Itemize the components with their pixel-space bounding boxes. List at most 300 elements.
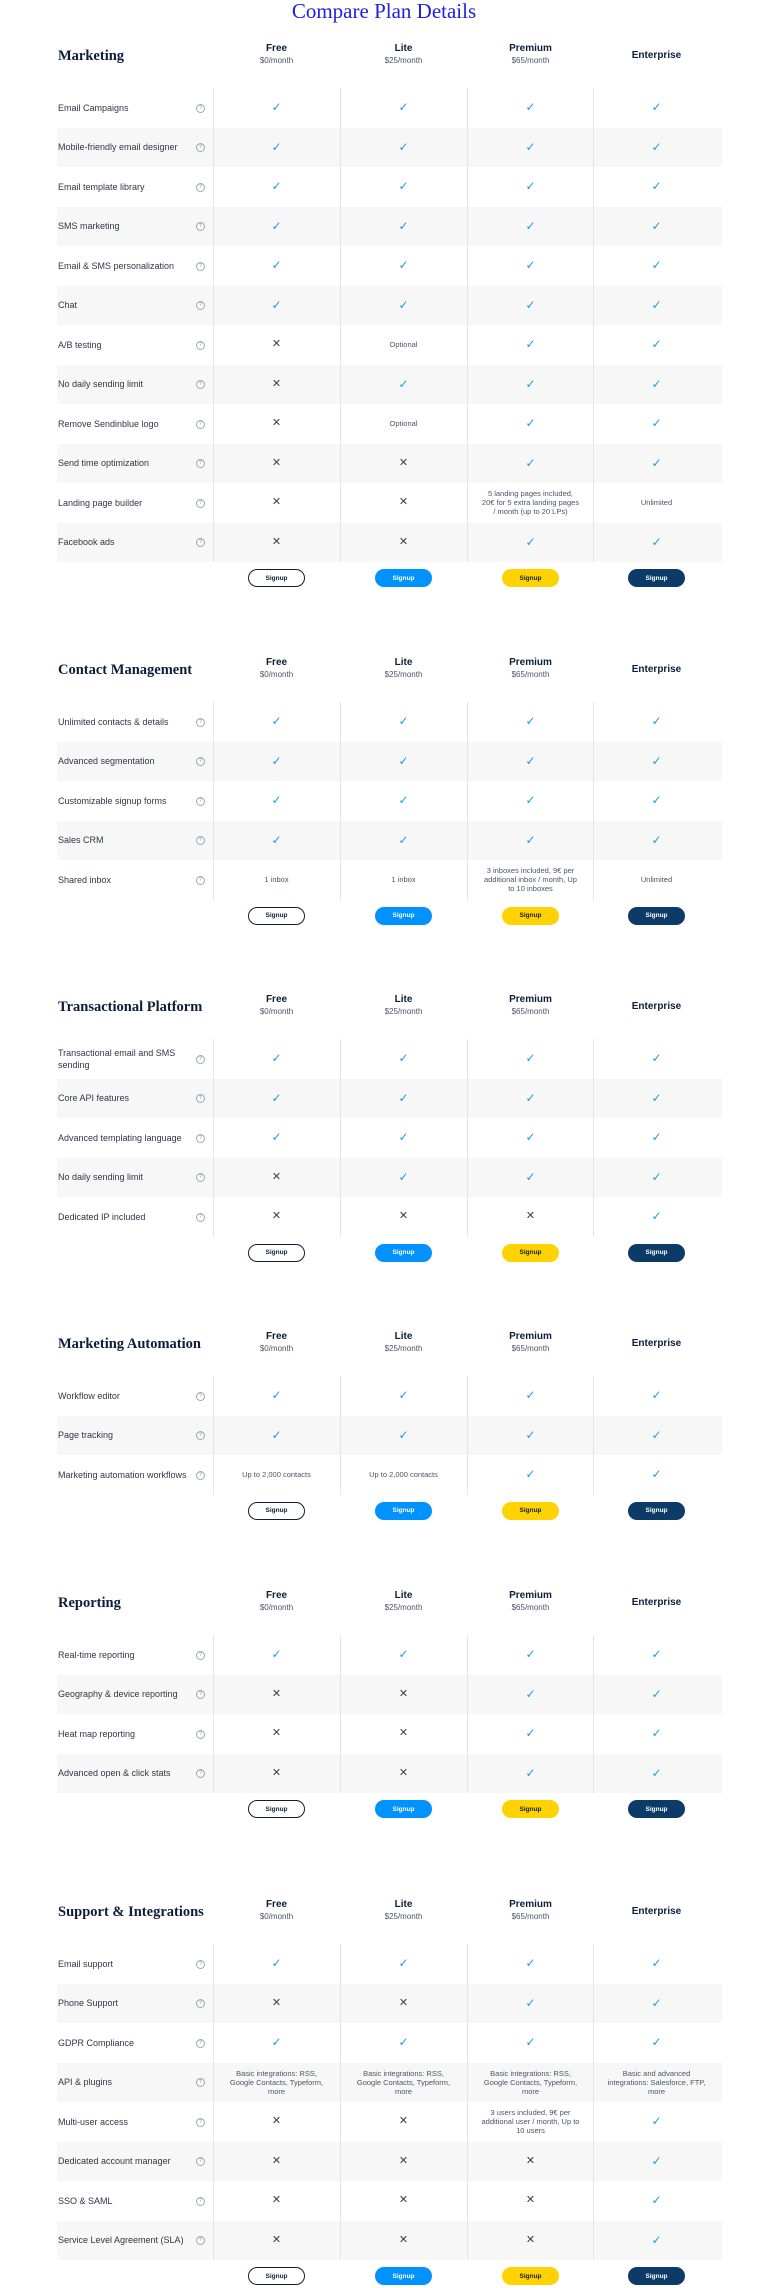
value-text: Up to 2,000 contacts xyxy=(242,1470,311,1480)
feature-table xyxy=(57,1376,722,1495)
column-divider xyxy=(213,702,214,900)
cross-icon: ✕ xyxy=(398,2115,409,2128)
check-icon: ✓ xyxy=(651,2114,662,2129)
check-icon: ✓ xyxy=(651,1726,662,1741)
table-row xyxy=(57,404,722,444)
column-divider xyxy=(340,702,341,900)
check-icon: ✓ xyxy=(525,534,536,549)
table-row xyxy=(57,325,722,365)
signup-button-premium[interactable]: Signup xyxy=(502,1502,559,1520)
info-icon[interactable]: ? xyxy=(196,262,205,271)
feature-name: Unlimited contacts & details xyxy=(58,716,169,727)
check-icon: ✓ xyxy=(525,218,536,233)
cross-icon: ✕ xyxy=(398,2154,409,2167)
cross-icon: ✕ xyxy=(271,2194,282,2207)
column-divider xyxy=(467,88,468,562)
info-icon[interactable]: ? xyxy=(196,459,205,468)
cross-icon: ✕ xyxy=(271,1766,282,1779)
value-text: 3 users included, 9€ per additional user / month, Up to 10 users xyxy=(481,2108,580,2136)
check-icon: ✓ xyxy=(651,1209,662,1224)
plan-header-premium xyxy=(467,657,594,680)
info-icon[interactable]: ? xyxy=(196,1690,205,1699)
column-divider xyxy=(213,1944,214,2260)
check-icon: ✓ xyxy=(271,1647,282,1662)
column-divider xyxy=(467,1376,468,1495)
check-icon: ✓ xyxy=(651,1765,662,1780)
info-icon[interactable]: ? xyxy=(196,836,205,845)
check-icon: ✓ xyxy=(398,218,409,233)
column-divider xyxy=(213,1376,214,1495)
plan-price: $0/month xyxy=(259,670,294,679)
section-transactional-platform xyxy=(57,983,722,1265)
cross-icon: ✕ xyxy=(271,338,282,351)
info-icon[interactable]: ? xyxy=(196,420,205,429)
feature-name: Customizable signup forms xyxy=(58,795,167,806)
signup-button-enterprise[interactable]: Signup xyxy=(628,1800,685,1818)
plan-name: Enterprise xyxy=(631,50,682,61)
feature-name: Transactional email and SMS sending xyxy=(58,1047,176,1070)
signup-button-free[interactable]: Signup xyxy=(248,1244,305,1262)
table-row xyxy=(57,860,722,900)
column-divider xyxy=(213,1635,214,1793)
table-row xyxy=(57,1635,722,1675)
plan-name: Premium xyxy=(509,994,552,1005)
cross-icon: ✕ xyxy=(271,377,282,390)
section-title: Marketing xyxy=(58,48,125,64)
column-divider xyxy=(593,88,594,562)
table-row xyxy=(57,742,722,782)
check-icon: ✓ xyxy=(525,1388,536,1403)
plan-header-free xyxy=(213,1899,340,1922)
check-icon: ✓ xyxy=(525,258,536,273)
check-icon: ✓ xyxy=(651,2193,662,2208)
signup-button-premium[interactable]: Signup xyxy=(502,1244,559,1262)
info-icon[interactable]: ? xyxy=(196,1769,205,1778)
check-icon: ✓ xyxy=(525,376,536,391)
table-row xyxy=(57,1079,722,1119)
signup-button-lite[interactable]: Signup xyxy=(375,1244,432,1262)
plan-price: $0/month xyxy=(259,1344,294,1353)
signup-button-enterprise[interactable]: Signup xyxy=(628,569,685,587)
plan-name: Lite xyxy=(394,43,413,54)
feature-name: No daily sending limit xyxy=(58,1172,144,1183)
plan-name: Enterprise xyxy=(631,1906,682,1917)
info-icon[interactable]: ? xyxy=(196,797,205,806)
signup-button-premium[interactable]: Signup xyxy=(502,569,559,587)
table-row xyxy=(57,1754,722,1794)
plan-price: $25/month xyxy=(384,1912,423,1921)
check-icon: ✓ xyxy=(398,258,409,273)
table-row xyxy=(57,1118,722,1158)
info-icon[interactable]: ? xyxy=(196,876,205,885)
info-icon[interactable]: ? xyxy=(196,1471,205,1480)
plan-header-lite xyxy=(340,1590,467,1613)
cross-icon: ✕ xyxy=(271,1727,282,1740)
check-icon: ✓ xyxy=(525,793,536,808)
info-icon[interactable]: ? xyxy=(196,1094,205,1103)
table-row xyxy=(57,286,722,326)
info-icon[interactable]: ? xyxy=(196,1134,205,1143)
section-marketing xyxy=(57,32,722,590)
info-icon[interactable]: ? xyxy=(196,499,205,508)
check-icon: ✓ xyxy=(525,753,536,768)
plan-header-premium xyxy=(467,1331,594,1354)
info-icon[interactable]: ? xyxy=(196,1392,205,1401)
info-icon[interactable]: ? xyxy=(196,1651,205,1660)
check-icon: ✓ xyxy=(525,455,536,470)
check-icon: ✓ xyxy=(525,1647,536,1662)
plan-name: Premium xyxy=(509,1899,552,1910)
plan-name: Free xyxy=(265,1899,288,1910)
check-icon: ✓ xyxy=(651,793,662,808)
check-icon: ✓ xyxy=(271,1388,282,1403)
plan-price: $0/month xyxy=(259,1912,294,1921)
feature-name: Real-time reporting xyxy=(58,1649,135,1660)
cross-icon: ✕ xyxy=(525,1210,536,1223)
check-icon: ✓ xyxy=(525,139,536,154)
section-support-and-integrations xyxy=(57,1888,722,2288)
signup-button-lite[interactable]: Signup xyxy=(375,907,432,925)
check-icon: ✓ xyxy=(398,1427,409,1442)
check-icon: ✓ xyxy=(525,1051,536,1066)
signup-button-lite[interactable]: Signup xyxy=(375,569,432,587)
signup-button-enterprise[interactable]: Signup xyxy=(628,1502,685,1520)
check-icon: ✓ xyxy=(525,1686,536,1701)
feature-name: Core API features xyxy=(58,1093,130,1104)
info-icon[interactable]: ? xyxy=(196,1960,205,1969)
feature-name: Advanced segmentation xyxy=(58,756,155,767)
column-divider xyxy=(213,1039,214,1237)
feature-name: Email Campaigns xyxy=(58,102,129,113)
cross-icon: ✕ xyxy=(398,1766,409,1779)
info-icon[interactable]: ? xyxy=(196,380,205,389)
info-icon[interactable]: ? xyxy=(196,301,205,310)
check-icon: ✓ xyxy=(651,1467,662,1482)
table-row xyxy=(57,88,722,128)
cross-icon: ✕ xyxy=(398,2194,409,2207)
signup-button-row xyxy=(57,562,722,590)
feature-name: Landing page builder xyxy=(58,497,143,508)
column-divider xyxy=(340,1039,341,1237)
section-header xyxy=(57,646,722,702)
plan-name: Lite xyxy=(394,994,413,1005)
info-icon[interactable]: ? xyxy=(196,1431,205,1440)
signup-button-lite[interactable]: Signup xyxy=(375,2267,432,2285)
column-divider xyxy=(593,1039,594,1237)
check-icon: ✓ xyxy=(398,1090,409,1105)
feature-name: Page tracking xyxy=(58,1430,114,1441)
check-icon: ✓ xyxy=(525,1169,536,1184)
plan-name: Lite xyxy=(394,657,413,668)
section-header xyxy=(57,32,722,88)
plan-header-lite xyxy=(340,43,467,66)
value-text: Basic integrations: RSS, Google Contacts, Typeform, more xyxy=(229,2068,324,2096)
check-icon: ✓ xyxy=(398,100,409,115)
table-row xyxy=(57,365,722,405)
signup-button-enterprise[interactable]: Signup xyxy=(628,1244,685,1262)
plan-header-enterprise xyxy=(593,1597,720,1609)
section-reporting xyxy=(57,1579,722,1821)
table-row xyxy=(57,207,722,247)
cross-icon: ✕ xyxy=(525,2233,536,2246)
feature-name: Mobile-friendly email designer xyxy=(58,142,178,153)
check-icon: ✓ xyxy=(651,1427,662,1442)
check-icon: ✓ xyxy=(271,832,282,847)
check-icon: ✓ xyxy=(271,1130,282,1145)
signup-button-lite[interactable]: Signup xyxy=(375,1502,432,1520)
check-icon: ✓ xyxy=(651,1130,662,1145)
cross-icon: ✕ xyxy=(271,496,282,509)
check-icon: ✓ xyxy=(651,1169,662,1184)
check-icon: ✓ xyxy=(651,832,662,847)
check-icon: ✓ xyxy=(651,139,662,154)
check-icon: ✓ xyxy=(651,2232,662,2247)
info-icon[interactable]: ? xyxy=(196,538,205,547)
table-row xyxy=(57,1714,722,1754)
feature-name: Advanced open & click stats xyxy=(58,1768,171,1779)
column-divider xyxy=(213,88,214,562)
feature-name: Multi-user access xyxy=(58,2116,129,2127)
cross-icon: ✕ xyxy=(398,1210,409,1223)
cross-icon: ✕ xyxy=(271,1687,282,1700)
check-icon: ✓ xyxy=(651,1686,662,1701)
check-icon: ✓ xyxy=(525,1090,536,1105)
info-icon[interactable]: ? xyxy=(196,1173,205,1182)
info-icon[interactable]: ? xyxy=(196,1730,205,1739)
plan-name: Lite xyxy=(394,1899,413,1910)
table-row xyxy=(57,483,722,523)
check-icon: ✓ xyxy=(271,1956,282,1971)
info-icon[interactable]: ? xyxy=(196,104,205,113)
check-icon: ✓ xyxy=(271,753,282,768)
cross-icon: ✕ xyxy=(398,1996,409,2009)
check-icon: ✓ xyxy=(398,376,409,391)
check-icon: ✓ xyxy=(271,258,282,273)
table-row xyxy=(57,702,722,742)
feature-name: Advanced templating language xyxy=(58,1132,182,1143)
signup-button-lite[interactable]: Signup xyxy=(375,1800,432,1818)
column-divider xyxy=(340,1944,341,2260)
info-icon[interactable]: ? xyxy=(196,143,205,152)
feature-table xyxy=(57,88,722,562)
plan-price: $65/month xyxy=(511,56,550,65)
feature-name: API & plugins xyxy=(58,2077,113,2088)
info-icon[interactable]: ? xyxy=(196,2078,205,2087)
signup-button-free[interactable]: Signup xyxy=(248,1800,305,1818)
check-icon: ✓ xyxy=(271,179,282,194)
check-icon: ✓ xyxy=(651,218,662,233)
plan-header-free xyxy=(213,43,340,66)
plan-price: $65/month xyxy=(511,1603,550,1612)
check-icon: ✓ xyxy=(398,179,409,194)
plan-name: Premium xyxy=(509,1331,552,1342)
section-header xyxy=(57,1888,722,1944)
info-icon[interactable]: ? xyxy=(196,2118,205,2127)
check-icon: ✓ xyxy=(398,1388,409,1403)
check-icon: ✓ xyxy=(651,455,662,470)
section-title: Marketing Automation xyxy=(58,1336,201,1352)
info-icon[interactable]: ? xyxy=(196,1999,205,2008)
plan-price: $25/month xyxy=(384,56,423,65)
cross-icon: ✕ xyxy=(398,535,409,548)
check-icon: ✓ xyxy=(398,1956,409,1971)
plan-header-enterprise xyxy=(593,1338,720,1350)
signup-button-premium[interactable]: Signup xyxy=(502,907,559,925)
table-row xyxy=(57,821,722,861)
feature-name: Email & SMS personalization xyxy=(58,260,175,271)
check-icon: ✓ xyxy=(525,337,536,352)
signup-button-free[interactable]: Signup xyxy=(248,569,305,587)
feature-name: Remove Sendinblue logo xyxy=(58,418,159,429)
check-icon: ✓ xyxy=(651,1995,662,2010)
info-icon[interactable]: ? xyxy=(196,757,205,766)
value-text: Unlimited xyxy=(640,498,673,508)
plan-price: $0/month xyxy=(259,56,294,65)
plan-name: Free xyxy=(265,43,288,54)
check-icon: ✓ xyxy=(398,753,409,768)
plan-header-premium xyxy=(467,43,594,66)
signup-button-row xyxy=(57,1793,722,1821)
check-icon: ✓ xyxy=(525,179,536,194)
check-icon: ✓ xyxy=(525,1726,536,1741)
signup-button-premium[interactable]: Signup xyxy=(502,1800,559,1818)
check-icon: ✓ xyxy=(271,2035,282,2050)
signup-button-free[interactable]: Signup xyxy=(248,907,305,925)
feature-name: Dedicated account manager xyxy=(58,2156,171,2167)
value-text: 1 inbox xyxy=(391,875,416,885)
check-icon: ✓ xyxy=(398,714,409,729)
signup-button-free[interactable]: Signup xyxy=(248,2267,305,2285)
section-contact-management xyxy=(57,646,722,928)
check-icon: ✓ xyxy=(525,1995,536,2010)
table-row xyxy=(57,2142,722,2182)
feature-name: Shared inbox xyxy=(58,874,112,885)
check-icon: ✓ xyxy=(525,416,536,431)
table-row xyxy=(57,1158,722,1198)
check-icon: ✓ xyxy=(271,1090,282,1105)
check-icon: ✓ xyxy=(271,100,282,115)
value-text: Basic and advanced integrations: Salesforce, FTP, more xyxy=(607,2068,706,2096)
feature-name: Email template library xyxy=(58,181,145,192)
signup-button-free[interactable]: Signup xyxy=(248,1502,305,1520)
info-icon[interactable]: ? xyxy=(196,1055,205,1064)
info-icon[interactable]: ? xyxy=(196,1213,205,1222)
check-icon: ✓ xyxy=(651,376,662,391)
value-text: Up to 2,000 contacts xyxy=(369,1470,438,1480)
plan-price: $65/month xyxy=(511,670,550,679)
section-title: Support & Integrations xyxy=(58,1904,204,1920)
check-icon: ✓ xyxy=(398,1130,409,1145)
info-icon[interactable]: ? xyxy=(196,2197,205,2206)
info-icon[interactable]: ? xyxy=(196,2157,205,2166)
check-icon: ✓ xyxy=(271,1051,282,1066)
section-title: Contact Management xyxy=(58,662,193,678)
check-icon: ✓ xyxy=(398,297,409,312)
table-row xyxy=(57,1197,722,1237)
check-icon: ✓ xyxy=(525,1427,536,1442)
check-icon: ✓ xyxy=(398,2035,409,2050)
plan-name: Lite xyxy=(394,1331,413,1342)
check-icon: ✓ xyxy=(651,753,662,768)
cross-icon: ✕ xyxy=(271,456,282,469)
plan-header-enterprise xyxy=(593,664,720,676)
value-text: Optional xyxy=(389,340,418,350)
table-row xyxy=(57,2102,722,2142)
value-text: 5 landing pages included, 20€ for 5 extra landing pages / month (up to 20 LPs) xyxy=(481,489,580,517)
feature-table xyxy=(57,702,722,900)
cross-icon: ✕ xyxy=(398,1727,409,1740)
info-icon[interactable]: ? xyxy=(196,2236,205,2245)
check-icon: ✓ xyxy=(271,1427,282,1442)
info-icon[interactable]: ? xyxy=(196,341,205,350)
check-icon: ✓ xyxy=(525,1765,536,1780)
feature-name: Send time optimization xyxy=(58,458,150,469)
check-icon: ✓ xyxy=(398,793,409,808)
signup-button-row xyxy=(57,1237,722,1265)
signup-button-enterprise[interactable]: Signup xyxy=(628,2267,685,2285)
info-icon[interactable]: ? xyxy=(196,718,205,727)
feature-name: Marketing automation workflows xyxy=(58,1469,187,1480)
check-icon: ✓ xyxy=(271,793,282,808)
cross-icon: ✕ xyxy=(271,1210,282,1223)
cross-icon: ✕ xyxy=(271,1996,282,2009)
info-icon[interactable]: ? xyxy=(196,183,205,192)
plan-price: $0/month xyxy=(259,1007,294,1016)
feature-name: Chat xyxy=(58,300,78,311)
cross-icon: ✕ xyxy=(271,535,282,548)
cross-icon: ✕ xyxy=(271,2154,282,2167)
table-row xyxy=(57,523,722,563)
feature-name: Heat map reporting xyxy=(58,1728,136,1739)
check-icon: ✓ xyxy=(398,1051,409,1066)
plan-header-lite xyxy=(340,657,467,680)
check-icon: ✓ xyxy=(525,100,536,115)
section-marketing-automation xyxy=(57,1320,722,1523)
plan-name: Enterprise xyxy=(631,664,682,675)
feature-table xyxy=(57,1635,722,1793)
info-icon[interactable]: ? xyxy=(196,2039,205,2048)
cross-icon: ✕ xyxy=(525,2154,536,2167)
check-icon: ✓ xyxy=(271,297,282,312)
feature-name: Workflow editor xyxy=(58,1390,120,1401)
plan-price: $25/month xyxy=(384,1007,423,1016)
table-row xyxy=(57,128,722,168)
info-icon[interactable]: ? xyxy=(196,222,205,231)
plan-name: Premium xyxy=(509,1590,552,1601)
plan-name: Enterprise xyxy=(631,1338,682,1349)
plan-header-premium xyxy=(467,1590,594,1613)
table-row xyxy=(57,167,722,207)
check-icon: ✓ xyxy=(651,100,662,115)
table-row xyxy=(57,2023,722,2063)
check-icon: ✓ xyxy=(651,179,662,194)
feature-name: No daily sending limit xyxy=(58,379,144,390)
check-icon: ✓ xyxy=(398,139,409,154)
signup-button-premium[interactable]: Signup xyxy=(502,2267,559,2285)
signup-button-row xyxy=(57,1495,722,1523)
section-header xyxy=(57,1320,722,1376)
value-text: Unlimited xyxy=(640,875,673,885)
plan-name: Premium xyxy=(509,43,552,54)
check-icon: ✓ xyxy=(651,258,662,273)
plan-header-free xyxy=(213,1590,340,1613)
signup-button-enterprise[interactable]: Signup xyxy=(628,907,685,925)
column-divider xyxy=(593,702,594,900)
page-title: Compare Plan Details xyxy=(291,0,477,23)
check-icon: ✓ xyxy=(398,832,409,847)
check-icon: ✓ xyxy=(651,1956,662,1971)
column-divider xyxy=(593,1376,594,1495)
